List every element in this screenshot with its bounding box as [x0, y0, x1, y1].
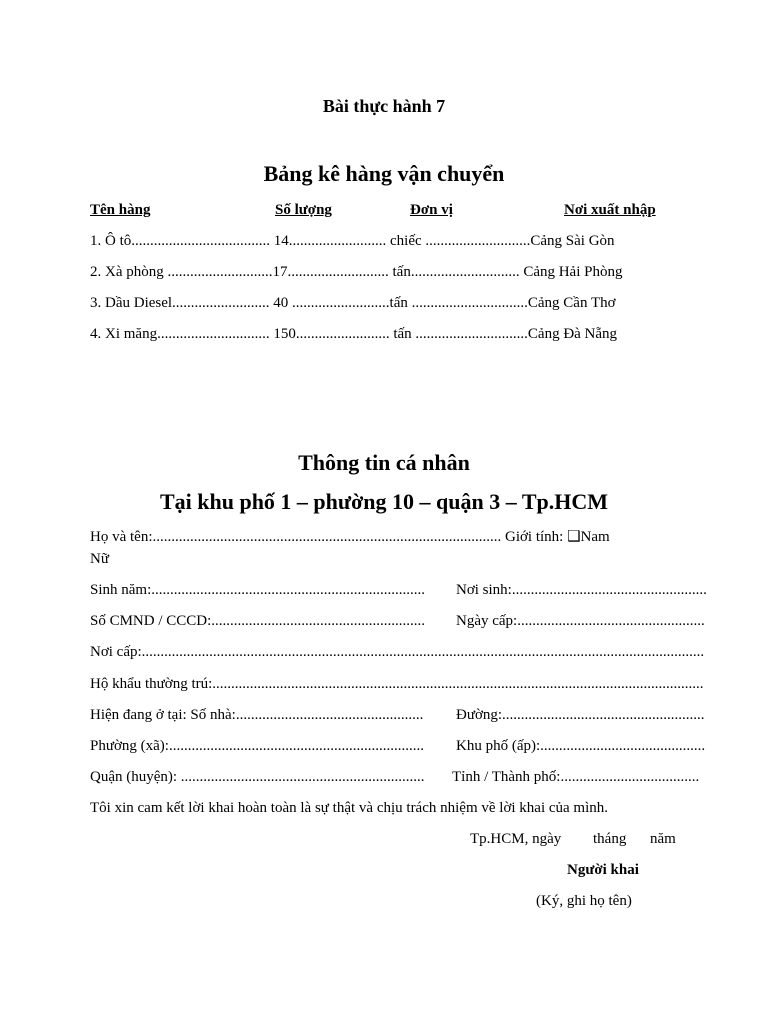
sinh-nam-field: Sinh năm:......................................................................... [90, 582, 426, 598]
date-thang: tháng [593, 831, 627, 847]
so-nha-field: Hiện đang ở tại: Số nhà:.................................................. [90, 707, 424, 723]
ngay-cap-field: Ngày cấp:.................................................. [456, 613, 705, 629]
date-nam: năm [650, 831, 676, 847]
signer-title: Người khai [567, 862, 639, 878]
khu-pho-field: Khu phố (ấp):............................................ [456, 738, 706, 754]
commitment-text: Tôi xin cam kết lời khai hoàn toàn là sự thật và chịu trách nhiệm về lời khai của mình. [90, 800, 609, 816]
checkbox-icon: ❑ [567, 529, 581, 545]
info-subheading: Tại khu phố 1 – phường 10 – quận 3 – Tp.HCM [159, 489, 609, 514]
table-row: 4. Xi măng.............................. 150......................... tấn ..............................Cảng Đà Nẵng [90, 326, 618, 342]
table-row: 3. Dầu Diesel.......................... 40 ..........................tấn ...............................Cảng Cần Thơ [90, 295, 616, 311]
duong-field: Đường:...................................................... [456, 707, 705, 723]
gender-nu-label: Nữ [90, 551, 109, 567]
ho-ten-label: Họ và tên:............................................................................................. Giới tính: [90, 529, 568, 545]
noi-cap-field: Nơi cấp:...................................................................................................................................................... [90, 644, 705, 660]
ho-ten-field [90, 528, 610, 547]
column-header-ten-hang: Tên hàng [90, 202, 151, 218]
page-title: Bài thực hành 7 [322, 96, 446, 116]
info-heading: Thông tin cá nhân [298, 450, 470, 475]
column-header-don-vi: Đơn vị [410, 202, 453, 218]
gender-nam-label: Nam [580, 529, 610, 545]
ho-khau-field: Hộ khẩu thường trú:................................................................................................................................... [90, 676, 704, 692]
quan-field: Quận (huyện): ................................................................. [90, 769, 425, 785]
phuong-field: Phường (xã):.................................................................... [90, 738, 424, 754]
noi-sinh-field: Nơi sinh:.................................................... [456, 582, 707, 598]
cmnd-field: Số CMND / CCCD:......................................................... [90, 613, 426, 629]
tinh-field: Tỉnh / Thành phố:..................................... [452, 769, 700, 785]
table-row: 2. Xà phòng ............................17........................... tấn............................. Cảng Hải Phòng [90, 264, 623, 280]
table-row: 1. Ô tô..................................... 14.......................... chiếc ............................Cảng Sài Gòn [90, 233, 615, 249]
table-heading: Bảng kê hàng vận chuyển [263, 161, 505, 186]
column-header-so-luong: Số lượng [275, 202, 332, 218]
column-header-noi-xuat-nhap: Nơi xuất nhập [564, 202, 656, 218]
signature-note: (Ký, ghi họ tên) [536, 893, 632, 909]
date-prefix: Tp.HCM, ngày [470, 831, 562, 847]
